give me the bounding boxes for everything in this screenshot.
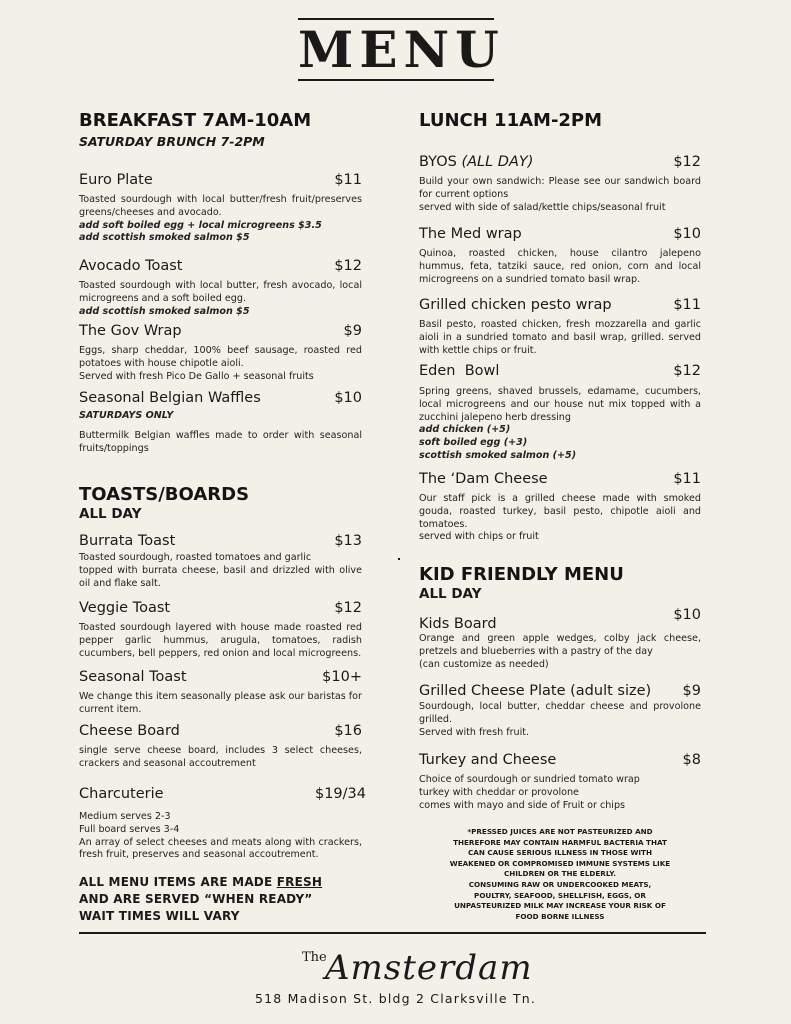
menu-item-seasonal-toast — [79, 668, 362, 717]
footer-rule — [79, 932, 706, 934]
food-safety-disclaimer: *PRESSED JUICES ARE NOT PASTEURIZED AND THEREFORE MAY CONTAIN HARMFUL BACTERIA THAT CAN CAUSE SERIOUS ILLNESS IN THOSE WITH WEAKENED OR COMPROMISED IMMUNE SYSTEMS LIKE CHILDREN OR THE ELDERLY. CONSUMING RAW OR UNDERCOOKED MEATS, POULTRY, SEAFOOD, SHELLFISH, EGGS, OR UNPASTEURIZED MILK MAY INCREASE YOUR RISK OF FOOD BORNE ILLNESS — [449, 827, 671, 921]
item-description: Toasted sourdough, roasted tomatoes and garlic topped with burrata cheese, basil and drizzled with olive oil and flake salt. — [79, 552, 362, 589]
item-name: Euro Plate — [79, 172, 153, 188]
menu-item-burrata-toast — [79, 532, 362, 590]
item-name: Grilled Cheese Plate (adult size) — [419, 683, 652, 699]
item-name: The Med wrap — [419, 226, 522, 242]
item-extra: add chicken (+5) — [419, 424, 511, 436]
item-description: Build your own sandwich: Please see our sandwich board for current options served with side of salad/kettle chips/seasonal fruit — [419, 176, 701, 213]
item-price: $9 — [682, 683, 701, 699]
menu-item-byos — [419, 153, 701, 214]
item-price: $8 — [682, 752, 701, 768]
amsterdam-logo: Amsterdam — [325, 948, 533, 988]
item-price: $10 — [334, 390, 362, 406]
menu-item-cheese-board — [79, 722, 362, 771]
item-extra: soft boiled egg (+3) — [419, 437, 528, 449]
toasts-section — [79, 484, 362, 522]
item-description: Eggs, sharp cheddar, 100% beef sausage, roasted red potatoes with house chipotle aioli. Served with fresh Pico De Gallo + seasonal fruits — [79, 345, 362, 382]
menu-item-veggie-toast — [79, 599, 362, 660]
item-description: Spring greens, shaved brussels, edamame, cucumbers, local microgreens and our house nut mix topped with a zucchini jalepeno herb dressing add chicken (+5) soft boiled egg (+3) scottish smoked salmon (+5) — [419, 386, 701, 461]
menu-item-grilled-cheese-plate — [419, 682, 701, 739]
item-price: $16 — [334, 723, 362, 739]
page-title: MENU — [298, 20, 505, 79]
breakfast-heading: BREAKFAST 7AM-10AM — [79, 110, 312, 131]
item-price: $12 — [334, 258, 362, 274]
kids-section — [419, 564, 701, 602]
breakfast-section — [79, 110, 362, 150]
item-description: Choice of sourdough or sundried tomato wrap turkey with cheddar or provolone comes with mayo and side of Fruit or chips — [419, 774, 640, 811]
item-name: Charcuterie — [79, 786, 164, 802]
item-price: $12 — [673, 363, 701, 379]
item-price: $12 — [334, 600, 362, 616]
menu-item-chicken-pesto-wrap — [419, 296, 701, 357]
item-description: Toasted sourdough layered with house made roasted red pepper garlic hummus, arugula, tomatoes, radish cucumbers, bell peppers, red onion and local microgreens. — [79, 622, 362, 659]
menu-item-kids-board — [419, 606, 701, 671]
item-description: Basil pesto, roasted chicken, fresh mozzarella and garlic aioli in a sundried tomato and basil wrap, grilled. served with kettle chips or fruit. — [419, 319, 701, 356]
item-price: $10 — [673, 607, 701, 623]
item-description: Quinoa, roasted chicken, house cilantro jalepeno hummus, feta, tatziki sauce, red onion, corn and local microgreens on a sundried tomato basil wrap. — [419, 248, 701, 285]
item-price: $9 — [343, 323, 362, 339]
menu-item-med-wrap — [419, 225, 701, 286]
item-extra: scottish smoked salmon (+5) — [419, 449, 577, 461]
item-description: We change this item seasonally please ask our baristas for current item. — [79, 691, 362, 715]
item-name: Eden Bowl — [419, 363, 500, 379]
item-extra: add scottish smoked salmon $5 — [79, 232, 250, 244]
item-price: $12 — [673, 154, 701, 170]
breakfast-subheading: SATURDAY BRUNCH 7-2PM — [79, 134, 265, 149]
item-price: $13 — [334, 533, 362, 549]
item-name: Veggie Toast — [79, 600, 171, 616]
item-extra: add scottish smoked salmon $5 — [79, 305, 250, 317]
item-description: Orange and green apple wedges, colby jack cheese, pretzels and blueberries with a pastry of the day (can customize as needed) — [419, 633, 701, 670]
item-name: Seasonal Toast — [79, 669, 187, 685]
item-description: SATURDAYS ONLY Buttermilk Belgian waffles made to order with seasonal fruits/toppings — [79, 410, 362, 454]
item-name: Burrata Toast — [79, 533, 176, 549]
item-price: $19/34 — [314, 786, 366, 802]
item-name: Kids Board — [419, 616, 497, 632]
item-name: The Gov Wrap — [79, 323, 182, 339]
item-name: BYOS (ALL DAY) — [419, 154, 534, 170]
fresh-notice: ALL MENU ITEMS ARE MADE FRESH AND ARE SERVED “WHEN READY” WAIT TIMES WILL VARY — [79, 875, 323, 923]
item-description: Medium serves 2-3 Full board serves 3-4 An array of select cheeses and meats along with crackers, fresh fruit, preserves and seasonal accoutrement. — [79, 811, 362, 861]
menu-item-charcuterie — [79, 781, 366, 862]
item-description: Toasted sourdough with local butter, fresh avocado, local microgreens and a soft boiled egg. add scottish smoked salmon $5 — [79, 280, 362, 317]
fresh-emphasis: FRESH — [276, 875, 323, 889]
item-description: Our staff pick is a grilled cheese made with smoked gouda, roasted turkey, basil pesto, chipotle aioli and tomatoes. served with chips or fruit — [419, 493, 701, 543]
item-name: The ‘Dam Cheese — [419, 471, 548, 487]
center-divider — [398, 558, 400, 560]
item-extra: add soft boiled egg + local microgreens $3.5 — [79, 219, 322, 231]
logo-prefix: The — [302, 950, 327, 965]
lunch-heading: LUNCH 11AM-2PM — [419, 110, 603, 131]
kids-subheading: ALL DAY — [419, 586, 482, 602]
item-description: Sourdough, local butter, cheddar cheese and provolone grilled. Served with fresh fruit. — [419, 701, 701, 738]
item-name: Turkey and Cheese — [419, 752, 557, 768]
toasts-subheading: ALL DAY — [79, 506, 142, 522]
title-rule-bottom — [298, 79, 494, 81]
item-price: $10+ — [322, 669, 362, 685]
item-name: Seasonal Belgian Waffles — [79, 390, 261, 406]
item-name: Grilled chicken pesto wrap — [419, 297, 612, 313]
item-price: $10 — [673, 226, 701, 242]
item-price: $11 — [673, 297, 701, 313]
item-price: $11 — [673, 471, 701, 487]
menu-item-belgian-waffles — [79, 389, 362, 455]
menu-item-eden-bowl — [419, 362, 701, 463]
lunch-section — [419, 110, 701, 132]
menu-item-gov-wrap — [79, 322, 362, 383]
item-tag: SATURDAYS ONLY — [79, 410, 174, 421]
item-description: Toasted sourdough with local butter/fresh fruit/preserves greens/cheeses and avocado. add soft boiled egg + local microgreens $3.5 add scottish smoked salmon $5 — [79, 194, 362, 244]
menu-item-turkey-cheese — [419, 751, 701, 812]
menu-item-avocado-toast — [79, 257, 362, 318]
item-name: Avocado Toast — [79, 258, 183, 274]
item-description: single serve cheese board, includes 3 select cheeses, crackers and seasonal accoutrement — [79, 745, 362, 769]
menu-item-euro-plate — [79, 171, 362, 245]
menu-item-dam-cheese — [419, 470, 701, 544]
address: 518 Madison St. bldg 2 Clarksville Tn. — [254, 991, 537, 1006]
toasts-heading: TOASTS/BOARDS — [79, 484, 250, 505]
kids-heading: KID FRIENDLY MENU — [419, 564, 624, 585]
item-name: Cheese Board — [79, 723, 180, 739]
item-price: $11 — [334, 172, 362, 188]
